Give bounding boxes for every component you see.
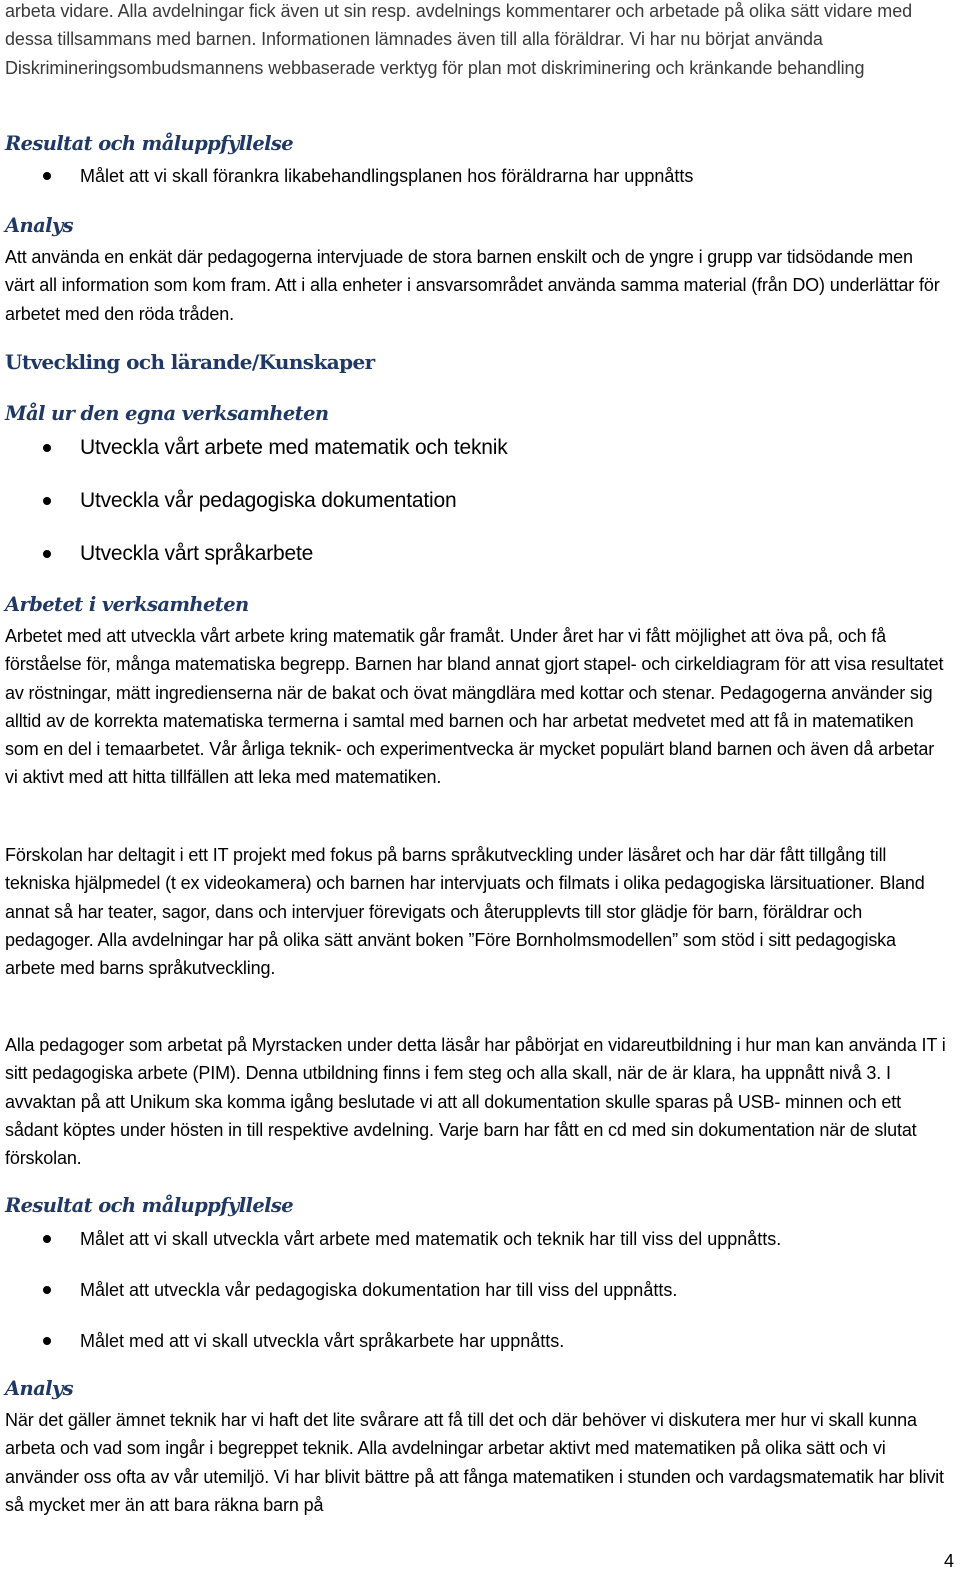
list-item-text: Utveckla vårt språkarbete [80, 542, 314, 565]
bullet-icon [43, 1235, 51, 1243]
heading-arbetet: Arbetet i verksamheten [5, 593, 249, 616]
heading-resultat-2: Resultat och måluppfyllelse [5, 1194, 294, 1217]
bullet-icon [43, 550, 51, 558]
bullet-icon [43, 1286, 51, 1294]
bullet-icon [43, 1337, 51, 1345]
list-item-text: Målet att vi skall förankra likabehandlingsplanen hos föräldrarna har uppnåtts [80, 166, 694, 186]
list-item-text: Utveckla vår pedagogiska dokumentation [80, 489, 457, 512]
intro-paragraph: arbeta vidare. Alla avdelningar fick även ut sin resp. avdelnings kommentarer och arbetade på olika sätt vidare med dessa tillsammans med barnen. Informationen lämnades även till alla föräldrar. Vi har nu börjat använda Diskrimineringsombudsmannens webbaserade verktyg för plan mot diskriminering och kränkande behandling [5, 1, 913, 78]
list-item-text: Målet att vi skall utveckla vårt arbete med matematik och teknik har till viss del uppnåtts. [80, 1229, 782, 1249]
page-number: 4 [943, 1551, 954, 1571]
bullet-icon [43, 497, 51, 505]
heading-analys-1: Analys [5, 214, 74, 237]
list-item-text: Målet med att vi skall utveckla vårt språkarbete har uppnåtts. [80, 1331, 565, 1351]
arbetet-paragraph-3: Alla pedagoger som arbetat på Myrstacken under detta läsår har påbörjat en vidareutbildning i hur man kan använda IT i sitt pedagogiska arbete (PIM). Denna utbildning finns i fem steg och alla skall, när de är klara, ha uppnått nivå 3. I avvaktan på att Unikum ska komma igång beslutade vi att all dokumentation skulle sparas på USB- minnen och ett sådant köptes under hösten in till respektive avdelning. Varje barn har fått en cd med sin dokumentation när de slutat förskolan. [5, 1035, 946, 1169]
arbetet-paragraph-2: Förskolan har deltagit i ett IT projekt med fokus på barns språkutveckling under läsåret och har där fått tillgång till tekniska hjälpmedel (t ex videokamera) och barnen har intervjuats och filmats i olika pedagogiska lärsituationer. Bland annat så har teater, sagor, dans och intervjuer förevigats och återupplevts till stor glädje för barn, föräldrar och pedagoger. Alla avdelningar har på olika sätt använt boken ”Före Bornholmsmodellen” som stöd i sitt pedagogiska arbete med barns språkutveckling. [5, 845, 925, 979]
analys-paragraph-1: Att använda en enkät där pedagogerna intervjuade de stora barnen enskilt och de yngre i grupp var tidsödande men värt all information som kom fram. Att i alla enheter i ansvarsområdet använda samma material (från DO) underlättar för arbetet med den röda tråden. [5, 247, 940, 324]
list-item-text: Målet att utveckla vår pedagogiska dokumentation har till viss del uppnåtts. [80, 1280, 678, 1300]
heading-analys-2: Analys [5, 1377, 74, 1400]
heading-mal: Mål ur den egna verksamheten [5, 402, 329, 425]
heading-utveckling: Utveckling och lärande/Kunskaper [5, 350, 375, 374]
bullet-icon [43, 444, 51, 452]
list-item-text: Utveckla vårt arbete med matematik och teknik [80, 436, 508, 459]
arbetet-paragraph-1: Arbetet med att utveckla vårt arbete kring matematik går framåt. Under året har vi fått möjlighet att öva på, och få förståelse för, många matematiska begrepp. Barnen har bland annat gjort stapel- och cirkeldiagram för att visa resultatet av röstningar, mätt ingredienserna när de bakat och övat mängdlära med kottar och stenar. Pedagogerna använder sig alltid av de korrekta matematiska termerna i samtal med barnen och har arbetat medvetet med att få in matematiken som en del i temaarbetet. Vår årliga teknik- och experimentvecka är mycket populärt bland barnen och även då arbetar vi aktivt med att hitta tillfällen att leka med matematiken. [5, 626, 944, 788]
heading-resultat-1: Resultat och måluppfyllelse [5, 132, 294, 155]
bullet-icon [43, 172, 51, 180]
analys-paragraph-2: När det gäller ämnet teknik har vi haft det lite svårare att få till det och där behöver vi diskutera mer hur vi skall kunna arbeta och vad som ingår i begreppet teknik. Alla avdelningar arbetar aktivt med matematiken på olika sätt och vi använder oss ofta av vår utemiljö. Vi har blivit bättre på att fånga matematiken i stunden och vardagsmatematik har blivit så mycket mer än att bara räkna barn på [5, 1410, 944, 1515]
